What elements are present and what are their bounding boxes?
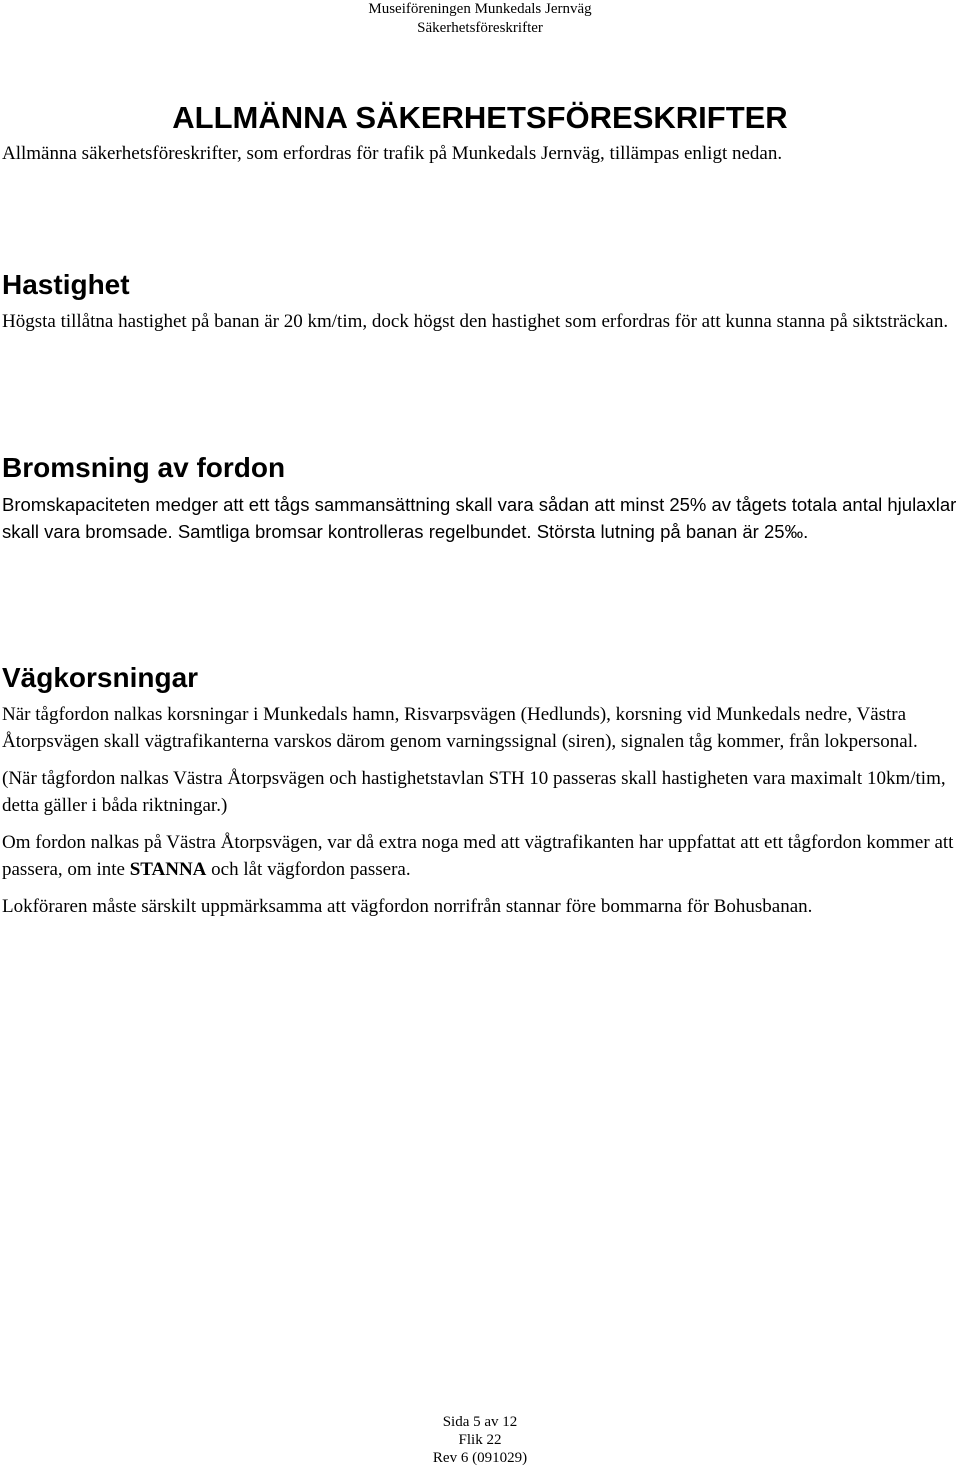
vagkorsningar-paragraph-2: (När tågfordon nalkas Västra Åtorpsvägen och hastighetstavlan STH 10 passeras skall hastigheten vara maximalt 10km/tim, detta gäller i båda riktningar.) [2,768,946,816]
running-header [0,0,960,38]
paragraph-3-text-before: Om fordon nalkas på Västra Åtorpsvägen, var då extra noga med att vägtrafikanten har uppfattat att ett tågfordon kommer att passera, om inte [2,832,954,880]
section-text-hastighet: Högsta tillåtna hastighet på banan är 20 km/tim, dock högst den hastighet som erfordras för att kunna stanna på siktsträckan. [2,311,949,332]
page-footer [0,1413,960,1467]
section-text-bromsning: Bromskapaciteten medger att ett tågs sammansättning skall vara sådan att minst 25% av tågets totala antal hjulaxlar skall vara bromsade. Samtliga bromsar kontrolleras regelbundet. Största lutning på banan är 25‰. [2,494,957,542]
footer-page-number: Sida 5 av 12 [442,1414,518,1430]
section-heading-hastighet: Hastighet [2,269,130,300]
section-hastighet [2,268,958,335]
footer-tab: Flik 22 [458,1432,502,1448]
footer-revision: Rev 6 (091029) [432,1450,528,1466]
section-heading-bromsning: Bromsning av fordon [2,452,286,483]
section-vagkorsningar [2,661,958,920]
intro-paragraph: Allmänna säkerhetsföreskrifter, som erfordras för trafik på Munkedals Jernväg, tillämpas enligt nedan. [2,143,783,164]
stanna-emphasis: STANNA [129,859,207,880]
header-document-name: Säkerhetsföreskrifter [417,20,543,36]
vagkorsningar-paragraph-3 [2,829,958,883]
vagkorsningar-paragraph-1: När tågfordon nalkas korsningar i Munkedals hamn, Risvarpsvägen (Hedlunds), korsning vid Munkedals nedre, Västra Åtorpsvägen skall vägtrafikanterna varskos därom genom varningssignal (siren), signalen tåg kommer, från lokpersonal. [2,704,918,752]
paragraph-3-text-after: och låt vägfordon passera. [206,859,411,880]
section-heading-vagkorsningar: Vägkorsningar [2,662,199,693]
header-organization: Museiföreningen Munkedals Jernväg [368,1,592,17]
vagkorsningar-paragraph-4: Lokföraren måste särskilt uppmärksamma att vägfordon norrifrån stannar före bommarna för Bohusbanan. [2,896,813,917]
section-bromsning [2,451,958,545]
intro-block [2,140,958,167]
document-title: ALLMÄNNA SÄKERHETSFÖRESKRIFTER [172,100,788,135]
